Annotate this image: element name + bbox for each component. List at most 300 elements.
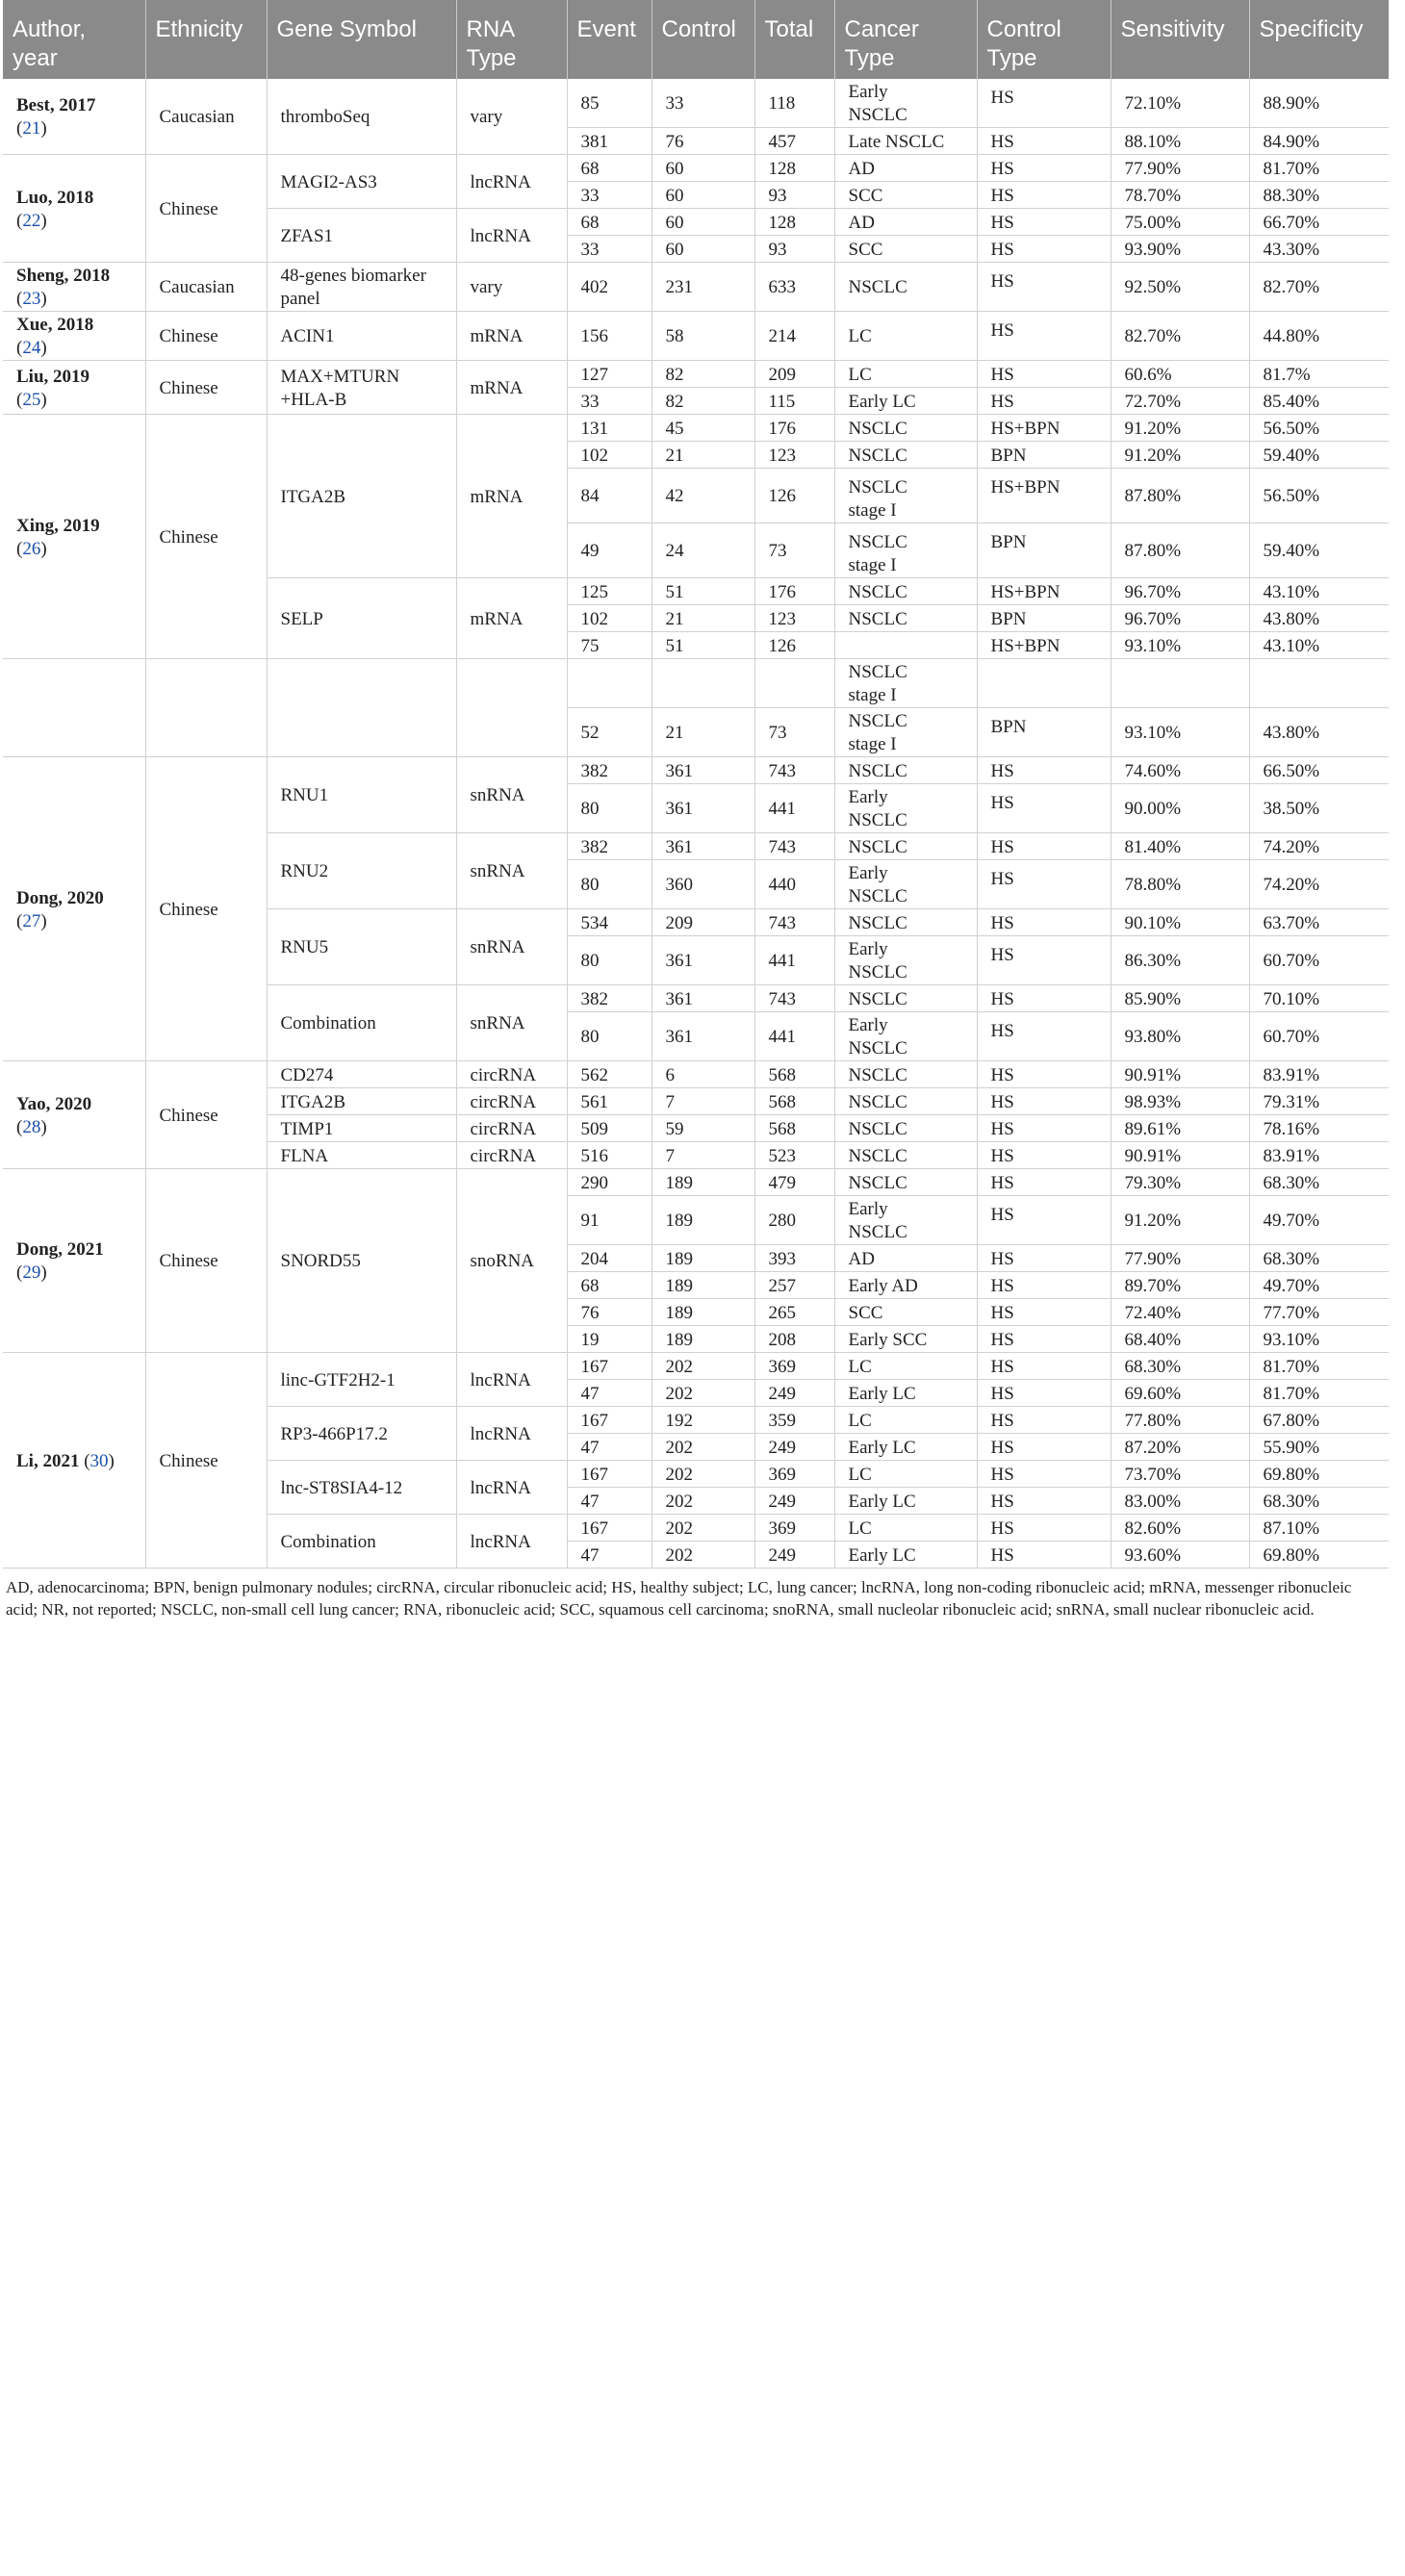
control-type-cell: HS <box>977 1169 1111 1196</box>
rna-type-cell: lncRNA <box>456 1461 567 1515</box>
citation-link[interactable]: 26 <box>22 538 41 559</box>
cancer-type-cell: Early NSCLC <box>834 784 977 833</box>
control-cell: 202 <box>651 1542 754 1569</box>
ethnicity-cell: Chinese <box>145 1169 267 1353</box>
control-cell: 82 <box>651 388 754 415</box>
author-cell: Dong, 2020 (27) <box>3 757 145 1061</box>
specificity-cell: 66.50% <box>1249 757 1389 784</box>
specificity-cell: 77.70% <box>1249 1299 1389 1326</box>
control-type-cell: HS <box>977 1488 1111 1515</box>
col-header-total: Total <box>754 0 834 79</box>
event-cell: 125 <box>567 578 651 605</box>
event-cell: 85 <box>567 79 651 128</box>
event-cell: 80 <box>567 860 651 909</box>
specificity-cell: 55.90% <box>1249 1434 1389 1461</box>
sensitivity-cell: 77.90% <box>1111 1245 1249 1272</box>
sensitivity-cell: 68.40% <box>1111 1326 1249 1353</box>
specificity-cell: 49.70% <box>1249 1196 1389 1245</box>
sensitivity-cell: 90.10% <box>1111 909 1249 936</box>
rna-type-cell: mRNA <box>456 312 567 361</box>
total-cell: 369 <box>754 1515 834 1542</box>
total-cell: 208 <box>754 1326 834 1353</box>
col-header-rna-type: RNA Type <box>456 0 567 79</box>
control-cell: 7 <box>651 1142 754 1169</box>
gene-symbol-cell: SELP <box>267 578 456 659</box>
author-name: Best, 2017 <box>16 95 96 115</box>
event-cell: 167 <box>567 1461 651 1488</box>
cancer-type-cell: AD <box>834 209 977 236</box>
control-type-cell: HS <box>977 757 1111 784</box>
control-type-cell: HS <box>977 263 1111 312</box>
event-cell: 19 <box>567 1326 651 1353</box>
author-cell: Liu, 2019 (25) <box>3 361 145 415</box>
cancer-type-cell: Early LC <box>834 1488 977 1515</box>
citation-link[interactable]: 29 <box>22 1262 41 1283</box>
sensitivity-cell: 85.90% <box>1111 985 1249 1012</box>
specificity-cell: 83.91% <box>1249 1061 1389 1088</box>
col-header-control-type: Control Type <box>977 0 1111 79</box>
event-cell: 47 <box>567 1380 651 1407</box>
event-cell: 102 <box>567 605 651 632</box>
event-cell: 516 <box>567 1142 651 1169</box>
sensitivity-cell: 86.30% <box>1111 936 1249 985</box>
cancer-type-cell: SCC <box>834 236 977 263</box>
cancer-type-cell: NSCLC <box>834 578 977 605</box>
sensitivity-cell: 93.80% <box>1111 1012 1249 1061</box>
cancer-type-cell: NSCLC <box>834 757 977 784</box>
specificity-cell: 88.30% <box>1249 182 1389 209</box>
sensitivity-cell: 91.20% <box>1111 415 1249 442</box>
control-type-cell: HS <box>977 1245 1111 1272</box>
cancer-type-cell: LC <box>834 361 977 388</box>
event-cell <box>567 659 651 708</box>
event-cell: 68 <box>567 155 651 182</box>
gene-symbol-cell: ITGA2B <box>267 1088 456 1115</box>
total-cell: 123 <box>754 442 834 469</box>
specificity-cell: 59.40% <box>1249 523 1389 578</box>
control-cell: 202 <box>651 1380 754 1407</box>
study-table <box>3 0 1389 1569</box>
event-cell: 47 <box>567 1542 651 1569</box>
gene-symbol-cell: RP3-466P17.2 <box>267 1407 456 1461</box>
specificity-cell: 87.10% <box>1249 1515 1389 1542</box>
event-cell: 47 <box>567 1434 651 1461</box>
author-cell: Yao, 2020 (28) <box>3 1061 145 1169</box>
control-cell: 42 <box>651 469 754 523</box>
rna-type-cell: lncRNA <box>456 1515 567 1569</box>
sensitivity-cell: 87.80% <box>1111 469 1249 523</box>
gene-symbol-cell: Combination <box>267 1515 456 1569</box>
specificity-cell: 83.91% <box>1249 1142 1389 1169</box>
gene-symbol-cell: linc-GTF2H2-1 <box>267 1353 456 1407</box>
total-cell: 176 <box>754 415 834 442</box>
control-cell: 189 <box>651 1196 754 1245</box>
cancer-type-cell: NSCLC <box>834 833 977 860</box>
gene-symbol-cell <box>267 659 456 757</box>
author-name: Yao, 2020 <box>16 1093 92 1114</box>
control-cell: 21 <box>651 605 754 632</box>
gene-symbol-cell: MAGI2-AS3 <box>267 155 456 209</box>
author-cell: Xing, 2019 (26) <box>3 415 145 659</box>
author-cell: Xue, 2018 (24) <box>3 312 145 361</box>
cancer-type-cell: LC <box>834 1353 977 1380</box>
sensitivity-cell: 90.91% <box>1111 1061 1249 1088</box>
rna-type-cell: snRNA <box>456 909 567 985</box>
table-row <box>3 312 1389 361</box>
control-cell: 58 <box>651 312 754 361</box>
specificity-cell: 43.10% <box>1249 632 1389 659</box>
total-cell: 249 <box>754 1434 834 1461</box>
event-cell: 290 <box>567 1169 651 1196</box>
sensitivity-cell: 93.10% <box>1111 632 1249 659</box>
gene-symbol-cell: thromboSeq <box>267 79 456 155</box>
specificity-cell: 74.20% <box>1249 860 1389 909</box>
cancer-type-cell: AD <box>834 1245 977 1272</box>
cancer-type-cell: LC <box>834 1407 977 1434</box>
cancer-type-cell: NSCLC <box>834 1169 977 1196</box>
total-cell: 743 <box>754 985 834 1012</box>
control-type-cell: HS <box>977 1115 1111 1142</box>
col-header-sensitivity: Sensitivity <box>1111 0 1249 79</box>
control-type-cell: HS <box>977 128 1111 155</box>
control-cell: 202 <box>651 1353 754 1380</box>
control-cell: 202 <box>651 1488 754 1515</box>
citation-link[interactable]: 23 <box>22 289 41 309</box>
total-cell: 126 <box>754 469 834 523</box>
citation-link[interactable]: 22 <box>22 210 41 231</box>
table-row <box>3 415 1389 442</box>
ethnicity-cell: Caucasian <box>145 79 267 155</box>
ethnicity-cell: Chinese <box>145 757 267 1061</box>
col-header-cancer-type: Cancer Type <box>834 0 977 79</box>
control-type-cell: HS <box>977 1353 1111 1380</box>
total-cell: 743 <box>754 757 834 784</box>
control-type-cell: HS <box>977 1542 1111 1569</box>
control-cell: 21 <box>651 708 754 757</box>
event-cell: 402 <box>567 263 651 312</box>
event-cell: 167 <box>567 1407 651 1434</box>
cancer-type-cell: NSCLC stage I <box>834 523 977 578</box>
specificity-cell: 69.80% <box>1249 1461 1389 1488</box>
citation-link[interactable]: 21 <box>22 118 41 139</box>
table-row <box>3 1169 1389 1196</box>
specificity-cell: 60.70% <box>1249 936 1389 985</box>
gene-symbol-cell: RNU5 <box>267 909 456 985</box>
control-cell: 33 <box>651 79 754 128</box>
gene-symbol-cell: SNORD55 <box>267 1169 456 1353</box>
sensitivity-cell: 79.30% <box>1111 1169 1249 1196</box>
col-header-ethnicity: Ethnicity <box>145 0 267 79</box>
control-cell: 361 <box>651 985 754 1012</box>
cancer-type-cell: NSCLC <box>834 1088 977 1115</box>
specificity-cell: 59.40% <box>1249 442 1389 469</box>
citation-link[interactable]: 28 <box>22 1116 41 1137</box>
cancer-type-cell: SCC <box>834 1299 977 1326</box>
gene-symbol-cell: ACIN1 <box>267 312 456 361</box>
total-cell: 441 <box>754 1012 834 1061</box>
control-type-cell: HS <box>977 909 1111 936</box>
specificity-cell: 43.80% <box>1249 605 1389 632</box>
control-type-cell: HS <box>977 79 1111 128</box>
ethnicity-cell: Chinese <box>145 1061 267 1169</box>
ethnicity-cell: Chinese <box>145 361 267 415</box>
cancer-type-cell: NSCLC <box>834 415 977 442</box>
control-cell: 361 <box>651 757 754 784</box>
control-type-cell: HS <box>977 784 1111 833</box>
cancer-type-cell: NSCLC <box>834 909 977 936</box>
total-cell: 633 <box>754 263 834 312</box>
sensitivity-cell: 68.30% <box>1111 1353 1249 1380</box>
rna-type-cell: mRNA <box>456 415 567 578</box>
cancer-type-cell: Early LC <box>834 1380 977 1407</box>
total-cell: 743 <box>754 909 834 936</box>
control-type-cell: HS <box>977 936 1111 985</box>
specificity-cell: 68.30% <box>1249 1488 1389 1515</box>
total-cell: 93 <box>754 182 834 209</box>
control-cell: 361 <box>651 936 754 985</box>
rna-type-cell: lncRNA <box>456 155 567 209</box>
event-cell: 84 <box>567 469 651 523</box>
specificity-cell: 63.70% <box>1249 909 1389 936</box>
table-row <box>3 1061 1389 1088</box>
control-type-cell: HS <box>977 1515 1111 1542</box>
control-type-cell: BPN <box>977 708 1111 757</box>
sensitivity-cell: 92.50% <box>1111 263 1249 312</box>
sensitivity-cell: 89.70% <box>1111 1272 1249 1299</box>
control-type-cell: HS <box>977 1461 1111 1488</box>
sensitivity-cell: 69.60% <box>1111 1380 1249 1407</box>
total-cell: 214 <box>754 312 834 361</box>
control-cell: 209 <box>651 909 754 936</box>
author-cell: Dong, 2021 (29) <box>3 1169 145 1353</box>
rna-type-cell: snoRNA <box>456 1169 567 1353</box>
event-cell: 68 <box>567 209 651 236</box>
sensitivity-cell: 91.20% <box>1111 442 1249 469</box>
table-row <box>3 361 1389 388</box>
sensitivity-cell: 82.70% <box>1111 312 1249 361</box>
total-cell: 265 <box>754 1299 834 1326</box>
control-type-cell: HS <box>977 1142 1111 1169</box>
author-name: Xue, 2018 <box>16 315 94 335</box>
event-cell: 75 <box>567 632 651 659</box>
control-type-cell: HS <box>977 1326 1111 1353</box>
control-type-cell: HS <box>977 1299 1111 1326</box>
table-row <box>3 79 1389 128</box>
rna-type-cell: circRNA <box>456 1142 567 1169</box>
specificity-cell: 88.90% <box>1249 79 1389 128</box>
control-cell: 361 <box>651 784 754 833</box>
author-cell: Luo, 2018 (22) <box>3 155 145 263</box>
total-cell: 128 <box>754 155 834 182</box>
sensitivity-cell <box>1111 659 1249 708</box>
rna-type-cell: mRNA <box>456 578 567 659</box>
specificity-cell: 38.50% <box>1249 784 1389 833</box>
gene-symbol-cell: MAX+MTURN +HLA-B <box>267 361 456 415</box>
control-type-cell: HS+BPN <box>977 469 1111 523</box>
control-cell: 189 <box>651 1245 754 1272</box>
event-cell: 49 <box>567 523 651 578</box>
specificity-cell: 44.80% <box>1249 312 1389 361</box>
event-cell: 102 <box>567 442 651 469</box>
control-cell: 21 <box>651 442 754 469</box>
event-cell: 382 <box>567 985 651 1012</box>
control-cell: 51 <box>651 578 754 605</box>
author-cell: Sheng, 2018 (23) <box>3 263 145 312</box>
author-name: Dong, 2020 <box>16 887 104 908</box>
col-header-gene-symbol: Gene Symbol <box>267 0 456 79</box>
cancer-type-cell: AD <box>834 155 977 182</box>
total-cell: 440 <box>754 860 834 909</box>
rna-type-cell <box>456 659 567 757</box>
event-cell: 47 <box>567 1488 651 1515</box>
header-row <box>3 0 1389 79</box>
event-cell: 167 <box>567 1515 651 1542</box>
citation-link[interactable]: 25 <box>22 389 41 410</box>
control-type-cell: HS <box>977 1088 1111 1115</box>
rna-type-cell: circRNA <box>456 1061 567 1088</box>
control-type-cell: HS <box>977 985 1111 1012</box>
total-cell: 523 <box>754 1142 834 1169</box>
gene-symbol-cell: RNU1 <box>267 757 456 833</box>
specificity-cell: 68.30% <box>1249 1245 1389 1272</box>
control-cell: 231 <box>651 263 754 312</box>
col-header-event: Event <box>567 0 651 79</box>
event-cell: 382 <box>567 757 651 784</box>
cancer-type-cell: NSCLC <box>834 442 977 469</box>
control-type-cell: BPN <box>977 442 1111 469</box>
cancer-type-cell: NSCLC <box>834 263 977 312</box>
sensitivity-cell: 87.80% <box>1111 523 1249 578</box>
sensitivity-cell: 75.00% <box>1111 209 1249 236</box>
event-cell: 204 <box>567 1245 651 1272</box>
control-cell: 60 <box>651 236 754 263</box>
cancer-type-cell: Early LC <box>834 1434 977 1461</box>
control-type-cell: HS <box>977 833 1111 860</box>
sensitivity-cell: 90.00% <box>1111 784 1249 833</box>
cancer-type-cell: Early NSCLC <box>834 936 977 985</box>
event-cell: 534 <box>567 909 651 936</box>
total-cell: 457 <box>754 128 834 155</box>
sensitivity-cell: 87.20% <box>1111 1434 1249 1461</box>
control-type-cell: BPN <box>977 523 1111 578</box>
author-name: Li, 2021 <box>16 1450 80 1471</box>
cancer-type-cell: Early NSCLC <box>834 860 977 909</box>
event-cell: 562 <box>567 1061 651 1088</box>
sensitivity-cell: 81.40% <box>1111 833 1249 860</box>
control-cell: 189 <box>651 1326 754 1353</box>
control-type-cell: HS <box>977 1380 1111 1407</box>
event-cell: 76 <box>567 1299 651 1326</box>
control-cell: 360 <box>651 860 754 909</box>
author-name: Luo, 2018 <box>16 187 94 208</box>
control-cell <box>651 659 754 708</box>
rna-type-cell: lncRNA <box>456 1407 567 1461</box>
control-cell: 7 <box>651 1088 754 1115</box>
control-type-cell: BPN <box>977 605 1111 632</box>
control-type-cell: HS <box>977 1196 1111 1245</box>
col-header-author: Author, year <box>3 0 145 79</box>
author-name: Xing, 2019 <box>16 515 100 536</box>
specificity-cell: 81.70% <box>1249 1353 1389 1380</box>
control-cell: 60 <box>651 182 754 209</box>
gene-symbol-cell: 48-genes biomarker panel <box>267 263 456 312</box>
control-cell: 202 <box>651 1434 754 1461</box>
rna-type-cell: mRNA <box>456 361 567 415</box>
specificity-cell: 69.80% <box>1249 1542 1389 1569</box>
cancer-type-cell: NSCLC stage I <box>834 659 977 708</box>
cancer-type-cell: LC <box>834 1461 977 1488</box>
total-cell: 249 <box>754 1542 834 1569</box>
citation-link[interactable]: 27 <box>22 910 41 931</box>
table-row <box>3 263 1389 312</box>
cancer-type-cell: Early AD <box>834 1272 977 1299</box>
event-cell: 156 <box>567 312 651 361</box>
control-type-cell: HS <box>977 1061 1111 1088</box>
table-footnote: AD, adenocarcinoma; BPN, benign pulmonary nodules; circRNA, circular ribonucleic acid; HS, healthy subject; LC, lung cancer; lncRNA, long non-coding ribonucleic acid; mRNA, messenger ribonucleic acid; NR, not reported; NSCLC, non-small cell lung cancer; RNA, ribonucleic acid; SCC, squamous cell carcinoma; snoRNA, small nucleolar ribonucleic acid; snRNA, small nuclear ribonucleic acid. <box>6 1578 1352 1619</box>
citation-link[interactable]: 30 <box>89 1450 109 1471</box>
control-cell: 202 <box>651 1461 754 1488</box>
sensitivity-cell: 83.00% <box>1111 1488 1249 1515</box>
table-row <box>3 155 1389 182</box>
cancer-type-cell: NSCLC <box>834 605 977 632</box>
control-cell: 24 <box>651 523 754 578</box>
event-cell: 381 <box>567 128 651 155</box>
table-body <box>3 79 1389 1569</box>
total-cell: 128 <box>754 209 834 236</box>
specificity-cell <box>1249 659 1389 708</box>
control-cell: 59 <box>651 1115 754 1142</box>
specificity-cell: 70.10% <box>1249 985 1389 1012</box>
specificity-cell: 68.30% <box>1249 1169 1389 1196</box>
rna-type-cell: circRNA <box>456 1088 567 1115</box>
total-cell: 479 <box>754 1169 834 1196</box>
ethnicity-cell: Chinese <box>145 1353 267 1569</box>
event-cell: 167 <box>567 1353 651 1380</box>
col-header-control: Control <box>651 0 754 79</box>
control-type-cell: HS+BPN <box>977 632 1111 659</box>
total-cell: 280 <box>754 1196 834 1245</box>
total-cell: 209 <box>754 361 834 388</box>
total-cell: 568 <box>754 1115 834 1142</box>
sensitivity-cell: 96.70% <box>1111 605 1249 632</box>
author-name: Liu, 2019 <box>16 366 90 387</box>
specificity-cell: 56.50% <box>1249 469 1389 523</box>
total-cell: 73 <box>754 523 834 578</box>
control-cell: 189 <box>651 1299 754 1326</box>
sensitivity-cell: 72.10% <box>1111 79 1249 128</box>
rna-type-cell: vary <box>456 79 567 155</box>
control-cell: 51 <box>651 632 754 659</box>
cancer-type-cell: NSCLC <box>834 985 977 1012</box>
total-cell: 441 <box>754 936 834 985</box>
sensitivity-cell: 77.80% <box>1111 1407 1249 1434</box>
control-type-cell: HS <box>977 209 1111 236</box>
citation-link[interactable]: 24 <box>22 338 41 358</box>
sensitivity-cell: 98.93% <box>1111 1088 1249 1115</box>
event-cell: 509 <box>567 1115 651 1142</box>
total-cell: 176 <box>754 578 834 605</box>
event-cell: 80 <box>567 936 651 985</box>
control-type-cell: HS <box>977 182 1111 209</box>
control-type-cell: HS <box>977 1272 1111 1299</box>
sensitivity-cell: 73.70% <box>1111 1461 1249 1488</box>
event-cell: 131 <box>567 415 651 442</box>
rna-type-cell: snRNA <box>456 833 567 909</box>
sensitivity-cell: 78.70% <box>1111 182 1249 209</box>
sensitivity-cell: 91.20% <box>1111 1196 1249 1245</box>
control-cell: 6 <box>651 1061 754 1088</box>
control-type-cell: HS <box>977 155 1111 182</box>
